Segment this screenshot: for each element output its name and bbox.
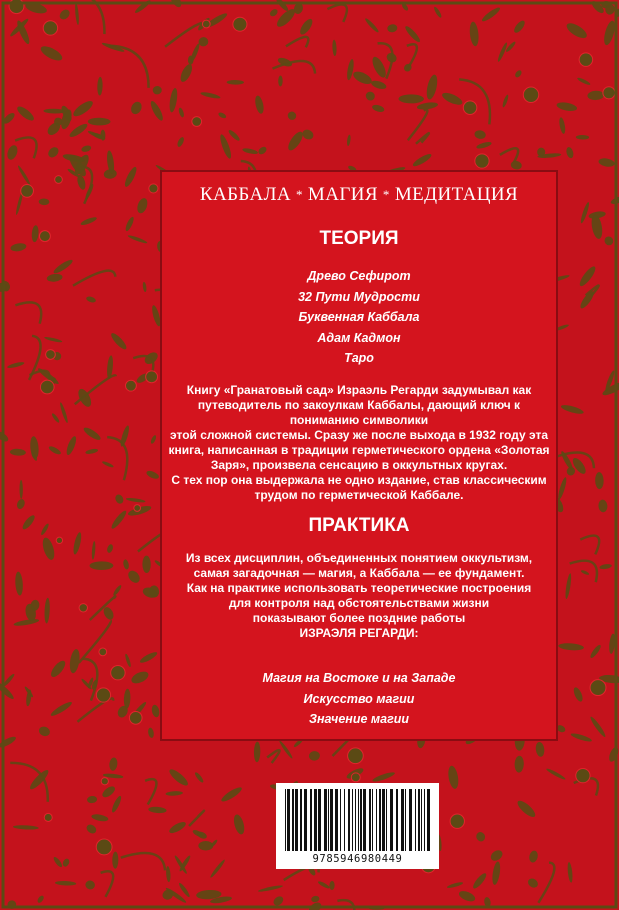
- isbn-barcode: [276, 783, 439, 869]
- book-title: Магия на Востоке и на Западе: [262, 671, 456, 685]
- paragraph-line: трудом по герметической Каббале.: [254, 488, 464, 502]
- practice-heading: ПРАКТИКА: [308, 515, 410, 536]
- theory-topic: Древо Сефирот: [307, 269, 411, 283]
- isbn-number: 9785946980449: [312, 853, 403, 865]
- series-part-kabbalah: КАББАЛА: [199, 184, 291, 205]
- paragraph-line: для контроля над обстоятельствами жизни: [228, 596, 490, 610]
- star-separator-1: *: [296, 187, 303, 202]
- theory-topic: 32 Пути Мудрости: [298, 289, 420, 304]
- paragraph-line: Из всех дисциплин, объединенных понятием оккультизм,: [185, 551, 533, 565]
- book-title: Значение магии: [308, 712, 410, 726]
- theory-topic: Буквенная Каббала: [298, 310, 420, 324]
- theory-topic: Таро: [344, 351, 374, 365]
- barcode-bars: [285, 789, 430, 853]
- paragraph-line: книга, написанная в традиции герметического ордена «Золотая: [168, 443, 550, 457]
- theory-topics-list: [160, 266, 558, 369]
- text-panel: [160, 170, 558, 741]
- paragraph-line: показывают более поздние работы: [252, 611, 466, 625]
- paragraph-line: С тех пор она выдержала не одно издание, став классическим: [171, 473, 547, 487]
- paragraph-line: пониманию символики: [289, 413, 429, 427]
- paragraph-line: Как на практике использовать теоретические построения: [186, 581, 532, 595]
- theory-paragraph: [168, 383, 550, 503]
- paragraph-line: Заря», произвела сенсацию в оккультных кругах.: [210, 458, 508, 472]
- author-name: ИЗРАЭЛЯ РЕГАРДИ:: [299, 626, 419, 640]
- series-part-meditation: МЕДИТАЦИЯ: [394, 184, 519, 205]
- series-part-magic: МАГИЯ: [307, 184, 378, 205]
- paragraph-line: путеводитель по закоулкам Каббалы, дающий ключ к: [197, 398, 521, 412]
- theory-topic: Адам Кадмон: [317, 330, 401, 345]
- practice-books-list: [160, 668, 558, 730]
- paragraph-line: этой сложной системы. Сразу же после выхода в 1932 году эта: [170, 428, 548, 442]
- series-title: [160, 184, 558, 206]
- theory-heading: ТЕОРИЯ: [319, 228, 399, 249]
- paragraph-line: самая загадочная — магия, а Каббала — ее фундамент.: [193, 566, 525, 580]
- star-separator-2: *: [382, 187, 390, 202]
- book-title: Искусство магии: [303, 691, 415, 706]
- practice-paragraph: [168, 551, 550, 641]
- paragraph-line: Книгу «Гранатовый сад» Израэль Регарди задумывал как: [186, 383, 532, 397]
